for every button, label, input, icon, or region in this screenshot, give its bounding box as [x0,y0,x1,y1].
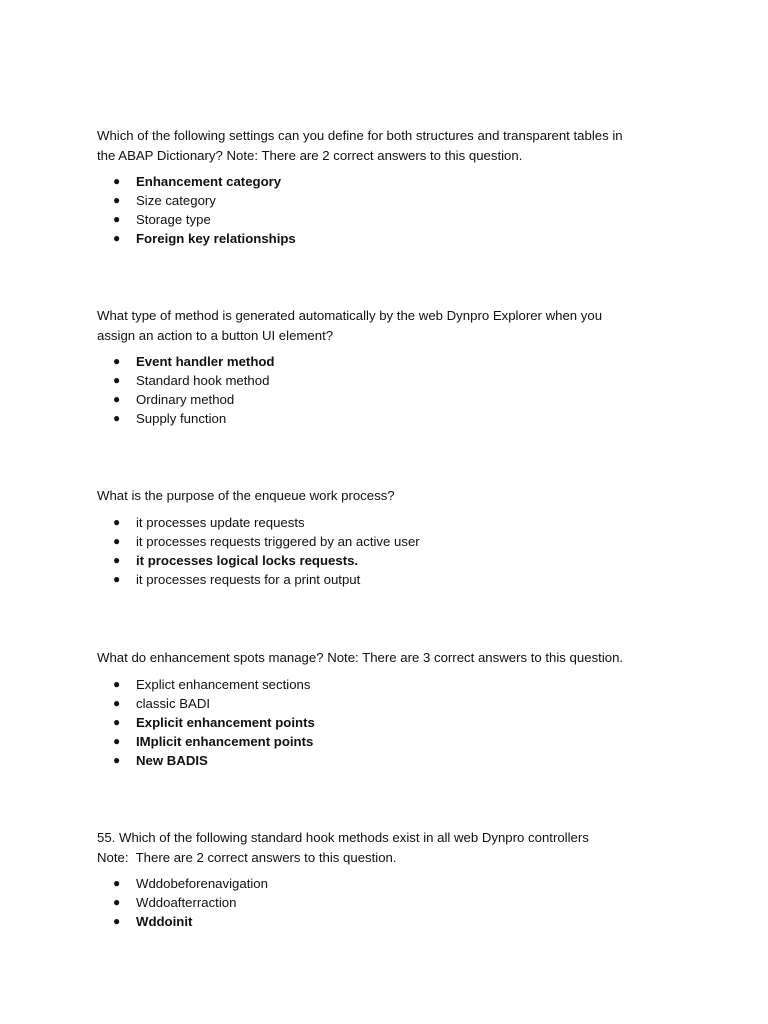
bullet-icon: ● [113,914,121,928]
bullet-icon: ● [113,174,121,188]
question-1 [97,126,677,248]
prompt-line: the ABAP Dictionary? Note: There are 2 correct answers to this question. [97,147,523,163]
bullet-icon: ● [113,895,121,909]
answer-option: ● Supply function [113,411,227,426]
answer-option: ● classic BADI [113,695,211,711]
answer-option: ● New BADIS [113,752,208,768]
answer-option: ● IMplicit enhancement points [113,733,314,749]
question-3 [97,486,677,589]
prompt-line: Note: There are 2 correct answers to this question. [97,849,397,865]
question-5 [97,828,677,931]
answer-list [97,513,677,589]
bullet-icon: ● [113,373,121,387]
question-prompt [97,828,677,867]
bullet-icon: ● [113,533,121,548]
answer-option: ● Enhancement category [113,174,282,189]
answer-option: ● it processes update requests [113,514,305,530]
answer-option: ● Size category [113,193,216,208]
answer-option: ● Explicit enhancement points [113,714,315,730]
bullet-icon: ● [113,231,121,245]
answer-option: ● Wddoafterraction [113,895,237,910]
bullet-icon: ● [113,733,121,748]
answer-option: ● it processes requests triggered by an active user [113,533,420,549]
question-prompt [97,126,677,165]
question-4 [97,648,677,770]
answer-option: ● Standard hook method [113,373,270,388]
answer-option: ● Explict enhancement sections [113,676,311,692]
answer-list [97,172,677,248]
question-prompt [97,648,677,668]
question-prompt [97,486,677,506]
prompt-line: What is the purpose of the enqueue work process? [97,488,395,503]
answer-option: ● it processes logical locks requests. [113,552,359,568]
bullet-icon: ● [113,193,121,207]
answer-list [97,675,677,770]
prompt-line: assign an action to a button UI element? [97,327,334,343]
bullet-icon: ● [113,714,121,729]
answer-list [97,874,677,931]
answer-option: ● Storage type [113,212,211,227]
prompt-line: Which of the following settings can you define for both structures and transparent tables in [97,128,623,143]
bullet-icon: ● [113,552,121,567]
bullet-icon: ● [113,571,121,586]
question-2 [97,306,677,428]
answer-option: ● it processes requests for a print output [113,571,361,587]
answer-option: ● Wddoinit [113,914,193,929]
prompt-line: What do enhancement spots manage? Note: There are 3 correct answers to this question. [97,650,624,665]
answer-option: ● Foreign key relationships [113,231,296,246]
bullet-icon: ● [113,354,121,368]
answer-option: ● Wddobeforenavigation [113,876,268,891]
question-prompt [97,306,677,345]
bullet-icon: ● [113,411,121,425]
answer-list [97,352,677,428]
prompt-line: 55. Which of the following standard hook methods exist in all web Dynpro controllers [97,830,589,845]
prompt-line: What type of method is generated automatically by the web Dynpro Explorer when you [97,308,603,323]
bullet-icon: ● [113,676,121,691]
bullet-icon: ● [113,212,121,226]
bullet-icon: ● [113,876,121,890]
bullet-icon: ● [113,695,121,710]
bullet-icon: ● [113,514,121,529]
answer-option: ● Event handler method [113,354,275,369]
bullet-icon: ● [113,752,121,767]
bullet-icon: ● [113,392,121,406]
answer-option: ● Ordinary method [113,392,235,407]
